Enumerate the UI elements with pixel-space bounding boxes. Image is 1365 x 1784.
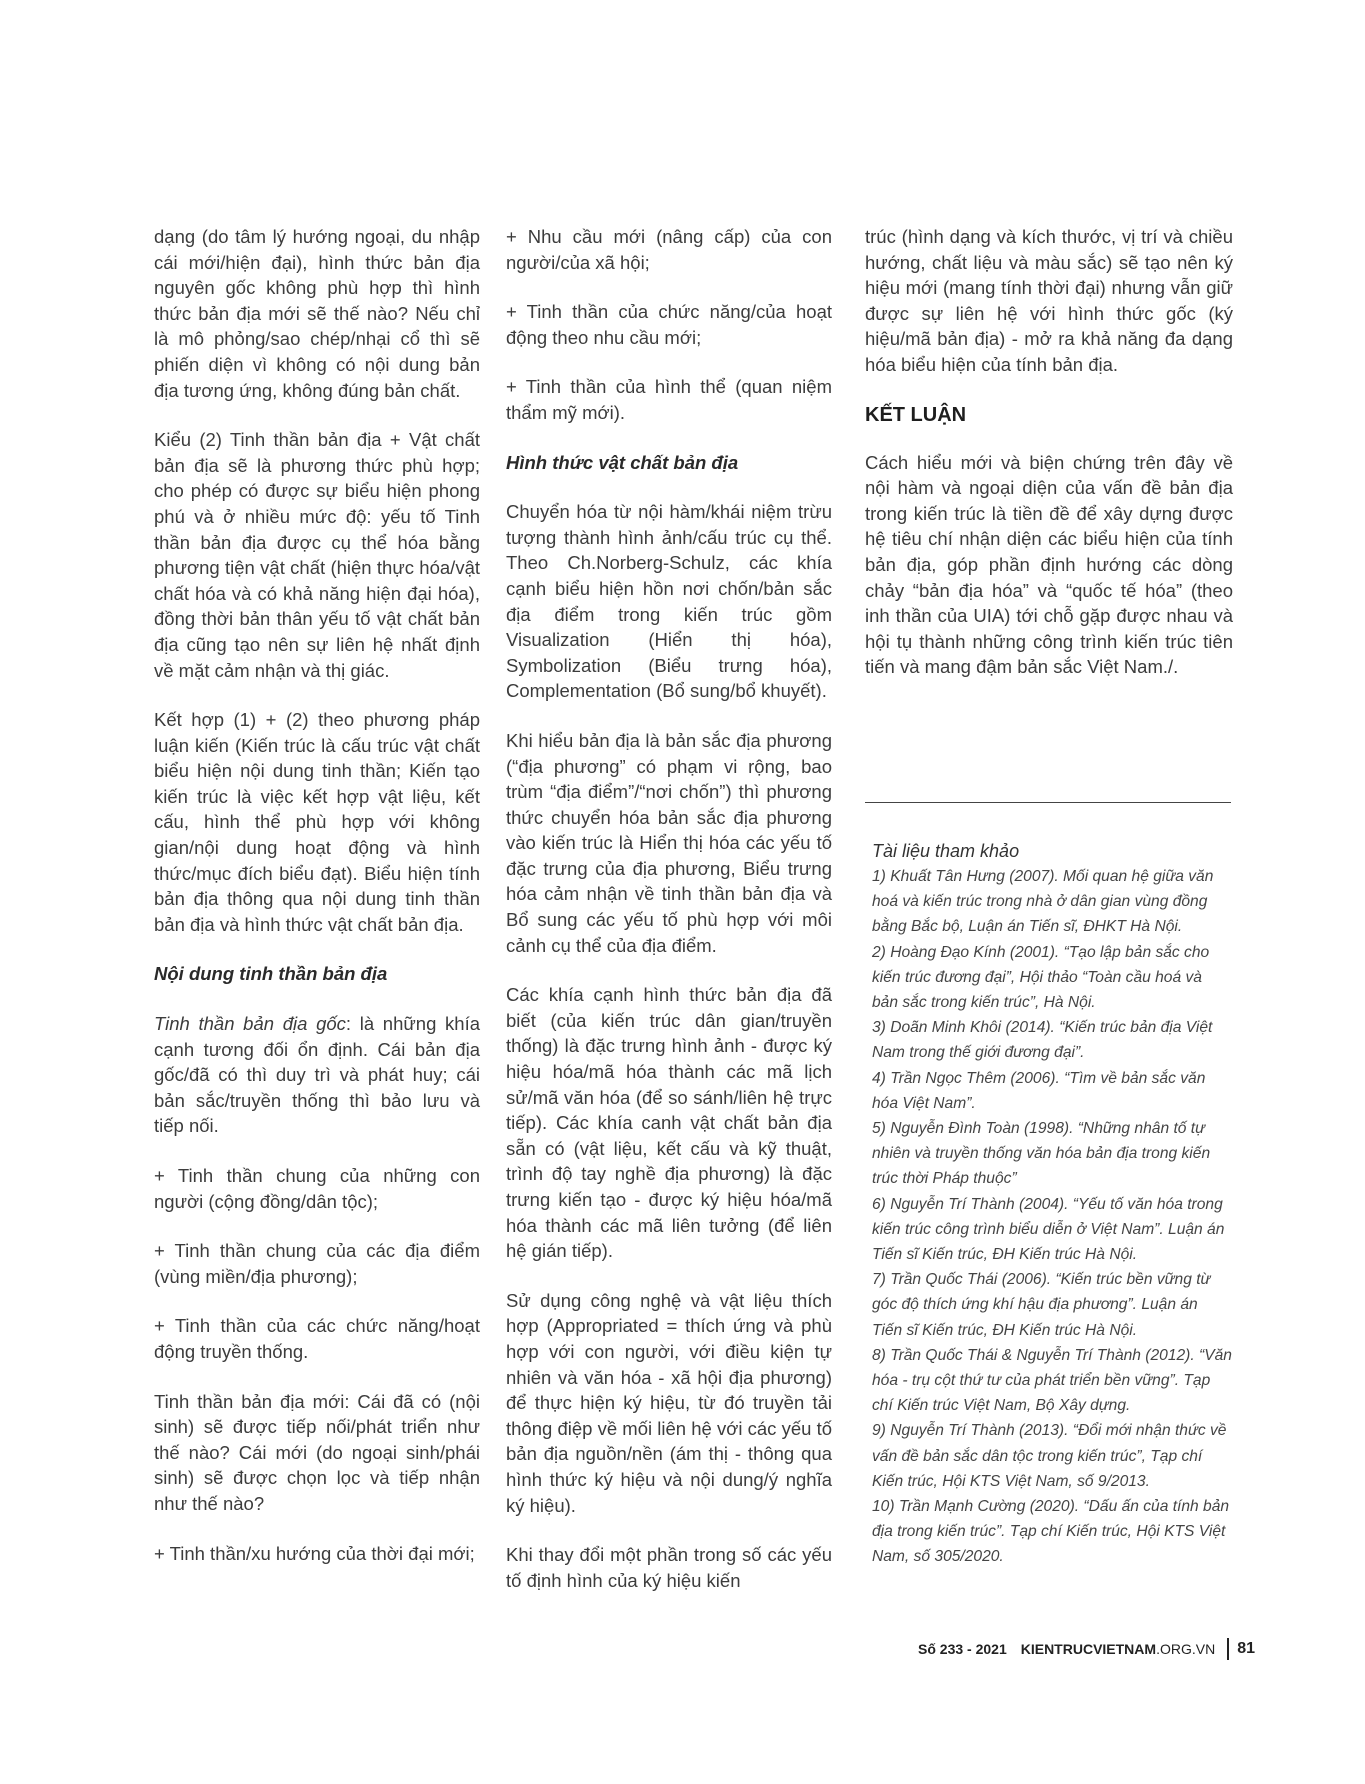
page-footer (918, 1638, 1255, 1660)
paragraph: trúc (hình dạng và kích thước, vị trí và chiều hướng, chất liệu và màu sắc) sẽ tạo nên ký hiệu mới (mang tính thời đại) nhưng vẫn giữ được sự liên hệ với hình thức gốc (ký hiệu/mã bản địa) - mở ra khả năng đa dạng hóa biểu hiện của tính bản địa. (865, 226, 1233, 375)
reference-item: 8) Trần Quốc Thái & Nguyễn Trí Thành (2012). “Văn hóa - trụ cột thứ tư của phát triển bền vững”. Tạp chí Kiến trúc Việt Nam, Bộ Xây dựng. (872, 1346, 1232, 1415)
paragraph: Cách hiểu mới và biện chứng trên đây về nội hàm và ngoại diện của vấn đề bản địa trong kiến trúc là tiền đề để xây dựng được hệ tiêu chí nhận diện các biểu hiện của tính bản địa, góp phần định hướng các dòng chảy “bản địa hóa” và “quốc tế hóa” (theo inh thần của UIA) tới chỗ gặp được nhau và hội tụ thành những công trình kiến trúc tiên tiến và mang đậm bản sắc Việt Nam./. (865, 451, 1233, 678)
paragraph: + Tinh thần chung của các địa điểm (vùng miền/địa phương); (154, 1240, 480, 1287)
paragraph: Chuyển hóa từ nội hàm/khái niệm trừu tượng thành hình ảnh/cấu trúc cụ thể. Theo Ch.Norberg-Schulz, các khía cạnh biểu hiện hồn nơi chốn/bản sắc địa điểm trong kiến trúc gồm Visualization (Hiển thị hóa), Symbolization (Biểu trưng hóa), Complementation (Bổ sung/bổ khuyết). (506, 501, 832, 702)
reference-item: 9) Nguyễn Trí Thành (2013). “Đổi mới nhận thức về vấn đề bản sắc dân tộc trong kiến trúc”, Tạp chí Kiến trúc, Hội KTS Việt Nam, số 9/2013. (872, 1422, 1227, 1490)
text-column-3 (865, 224, 1233, 704)
reference-item: 1) Khuất Tân Hưng (2007). Mối quan hệ giữa văn hoá và kiến trúc trong nhà ở dân gian vùng đồng bằng Bắc bộ, Luận án Tiến sĩ, ĐHKT Hà Nội. (872, 868, 1214, 936)
footer-divider (1227, 1638, 1229, 1660)
page-number: 81 (1237, 1640, 1255, 1657)
paragraph: + Tinh thần của hình thể (quan niệm thẩm mỹ mới). (506, 376, 832, 423)
issue-label: Số 233 - 2021 (918, 1641, 1007, 1657)
text-column-1 (154, 224, 480, 1590)
emphasis-term: Tinh thần bản địa gốc (154, 1013, 346, 1035)
paragraph: + Tinh thần chung của những con người (cộng đồng/dân tộc); (154, 1165, 480, 1212)
references-title: Tài liệu tham khảo (872, 841, 1020, 861)
website-label (1021, 1641, 1215, 1657)
paragraph: Sử dụng công nghệ và vật liệu thích hợp (Appropriated = thích ứng và phù hợp với con người, với điều kiện tự nhiên và văn hóa - xã hội địa phương) để thực hiện ký hiệu, từ đó truyền tải thông điệp về mối liên hệ với các yếu tố bản địa nguồn/nền (ám thị - thông qua hình thức ký hiệu và nội dung/ý nghĩa ký hiệu). (506, 1289, 832, 1516)
paragraph (154, 1011, 480, 1139)
references-section (872, 838, 1232, 1570)
paragraph: + Tinh thần của chức năng/của hoạt động theo nhu cầu mới; (506, 301, 832, 348)
reference-item: 10) Trần Mạnh Cường (2020). “Dấu ấn của tính bản địa trong kiến trúc”. Tạp chí Kiến trúc, Hội KTS Việt Nam, số 305/2020. (872, 1498, 1230, 1566)
paragraph: Các khía cạnh hình thức bản địa đã biết (của kiến trúc dân gian/truyền thống) là đặc trưng hình ảnh - được ký hiệu hóa/mã hóa thành các mã lịch sử/mã văn hóa (để so sánh/liên hệ trực tiếp). Các khía canh vật chất bản địa sẵn có (vật liệu, kết cấu và kỹ thuật, trình độ tay nghề địa phương) là đặc trưng kiến tạo - được ký hiệu hóa/mã hóa thành các mã liên tưởng (để liên hệ gián tiếp). (506, 984, 832, 1262)
website-domain: .ORG.VN (1156, 1641, 1216, 1657)
paragraph: Khi hiểu bản địa là bản sắc địa phương (“địa phương” có phạm vi rộng, bao trùm “địa điểm”/“nơi chốn”) thì phương thức chuyển hóa bản sắc địa phương vào kiến trúc là Hiển thị hóa các yếu tố đặc trưng của địa phương, Biểu trưng hóa cảm nhận về tinh thần bản địa và Bổ sung các yếu tố phù hợp với môi cảnh cụ thể của địa điểm. (506, 729, 832, 956)
section-heading-spirit: Nội dung tinh thần bản địa (154, 963, 388, 985)
paragraph: Tinh thần bản địa mới: Cái đã có (nội sinh) sẽ được tiếp nối/phát triển như thế nào? Cái mới (do ngoại sinh/phái sinh) sẽ được chọn lọc và tiếp nhận như thế nào? (154, 1390, 480, 1514)
paragraph: Kết hợp (1) + (2) theo phương pháp luận kiến (Kiến trúc là cấu trúc vật chất biểu hiện nội dung tinh thần; Kiến tạo kiến trúc là việc kết hợp vật liệu, kết cấu, hình thể phù hợp với không gian/nội dung hoạt động và hình thức/mục đích biểu đạt). Biểu hiện tính bản địa thông qua nội dung tinh thần bản địa và hình thức vật chất bản địa. (154, 709, 480, 935)
reference-item: 5) Nguyễn Đình Toàn (1998). “Những nhân tố tự nhiên và truyền thống văn hóa bản địa trong kiến trúc thời Pháp thuộc” (872, 1120, 1211, 1188)
paragraph-rest: : là những khía cạnh tương đối ổn định. Cái bản địa gốc/đã có thì duy trì và phát huy; cái bản sắc/truyền thống thì bảo lưu và tiếp nối. (154, 1013, 480, 1137)
reference-item: 7) Trần Quốc Thái (2006). “Kiến trúc bền vững từ góc độ thích ứng khí hậu địa phương”. Luận án Tiến sĩ Kiến trúc, ĐH Kiến trúc Hà Nội. (872, 1271, 1211, 1339)
reference-item: 6) Nguyễn Trí Thành (2004). “Yếu tố văn hóa trong kiến trúc công trình biểu diễn ở Việt Nam”. Luận án Tiến sĩ Kiến trúc, ĐH Kiến trúc Hà Nội. (872, 1195, 1225, 1264)
website-name: KIENTRUCVIETNAM (1020, 1641, 1157, 1657)
paragraph: Kiểu (2) Tinh thần bản địa + Vật chất bản địa sẽ là phương thức phù hợp; cho phép có được sự biểu hiện phong phú và ở nhiều mức độ: yếu tố Tinh thần bản địa được cụ thể hóa bằng phương tiện vật chất (hiện thực hóa/vật chất hóa và có khả năng hiện đại hóa), đồng thời bản thân yếu tố vật chất bản địa cũng tạo nên sự liên hệ nhất định về mặt cảm nhận và thị giác. (154, 429, 480, 681)
section-heading-material: Hình thức vật chất bản địa (506, 451, 739, 473)
paragraph: + Nhu cầu mới (nâng cấp) của con người/của xã hội; (506, 226, 832, 273)
paragraph: + Tinh thần/xu hướng của thời đại mới; (154, 1542, 475, 1564)
conclusion-heading: KẾT LUẬN (865, 403, 967, 426)
paragraph: dạng (do tâm lý hướng ngoại, du nhập cái mới/hiện đại), hình thức bản địa nguyên gốc không phù hợp thì hình thức bản địa mới sẽ thế nào? Nếu chỉ là mô phỏng/sao chép/nhại cổ thì sẽ phiến diện vì không có nội dung bản địa tương ứng, không đúng bản chất. (154, 226, 480, 401)
text-column-2 (506, 224, 832, 1617)
references-divider (865, 802, 1231, 803)
paragraph: + Tinh thần của các chức năng/hoạt động truyền thống. (154, 1315, 480, 1362)
reference-item: 4) Trần Ngọc Thêm (2006). “Tìm về bản sắc văn hóa Việt Nam”. (872, 1069, 1206, 1112)
reference-item: 3) Doãn Minh Khôi (2014). “Kiến trúc bản địa Việt Nam trong thế giới đương đại”. (872, 1019, 1213, 1062)
reference-item: 2) Hoàng Đạo Kính (2001). “Tạo lập bản sắc cho kiến trúc đương đại”, Hội thảo “Toàn cầu hoá và bản sắc trong kiến trúc”, Hà Nội. (872, 943, 1210, 1012)
paragraph: Khi thay đổi một phần trong số các yếu tố định hình của ký hiệu kiến (506, 1544, 832, 1591)
